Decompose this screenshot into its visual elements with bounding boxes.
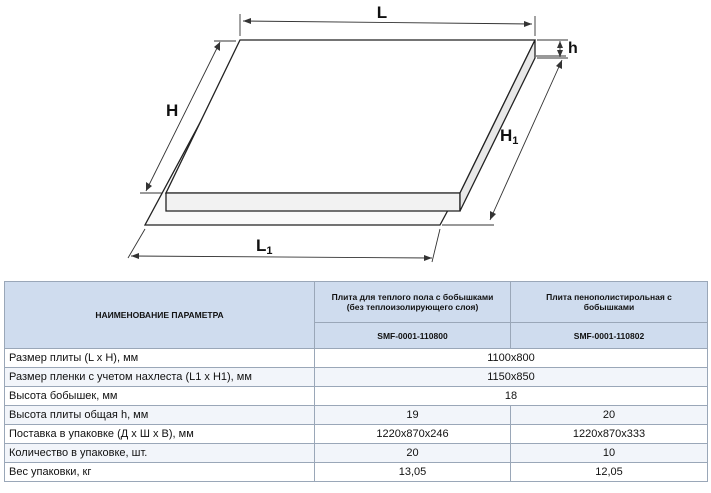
table-row [5,349,708,368]
param-header: НАИМЕНОВАНИЕ ПАРАМЕТРА [5,282,315,349]
row-label: Высота плиты общая h, мм [5,406,315,425]
table-row [5,406,708,425]
label-H: H [166,101,179,120]
row-value: 1100x800 [315,349,708,368]
row-value-product1: 20 [315,444,511,463]
row-label: Количество в упаковке, шт. [5,444,315,463]
dim-line-L [243,21,532,24]
row-value-product2: 10 [511,444,708,463]
row-value-product2: 1220x870x333 [511,425,708,444]
row-label: Высота бобышек, мм [5,387,315,406]
row-label: Поставка в упаковке (Д х Ш х В), мм [5,425,315,444]
row-value-product1: 19 [315,406,511,425]
table-row [5,368,708,387]
row-label: Размер плиты (L x H), мм [5,349,315,368]
product1-title: Плита для теплого пола с бобышками (без теплоизолирующего слоя) [315,282,511,323]
row-value-product1: 13,05 [315,463,511,482]
table-row [5,463,708,482]
product2-title: Плита пенополистирольная с бобышками [511,282,708,323]
row-value-product2: 12,05 [511,463,708,482]
label-L1: L1 [256,236,273,257]
table-row [5,444,708,463]
row-label: Размер пленки с учетом нахлеста (L1 x H1), мм [5,368,315,387]
spec-table-body [5,349,708,482]
table-row [5,387,708,406]
spec-table [4,281,708,482]
product2-code: SMF-0001-110802 [511,323,708,349]
row-value-product1: 1220x870x246 [315,425,511,444]
product1-code: SMF-0001-110800 [315,323,511,349]
row-value-product2: 20 [511,406,708,425]
label-h: h [568,40,578,57]
table-row [5,425,708,444]
plate-front-edge [166,193,460,211]
row-label: Вес упаковки, кг [5,463,315,482]
dim-line-L1 [131,256,432,258]
row-value: 18 [315,387,708,406]
label-H1: H1 [500,126,519,147]
label-L: L [376,3,388,22]
row-value: 1150x850 [315,368,708,387]
